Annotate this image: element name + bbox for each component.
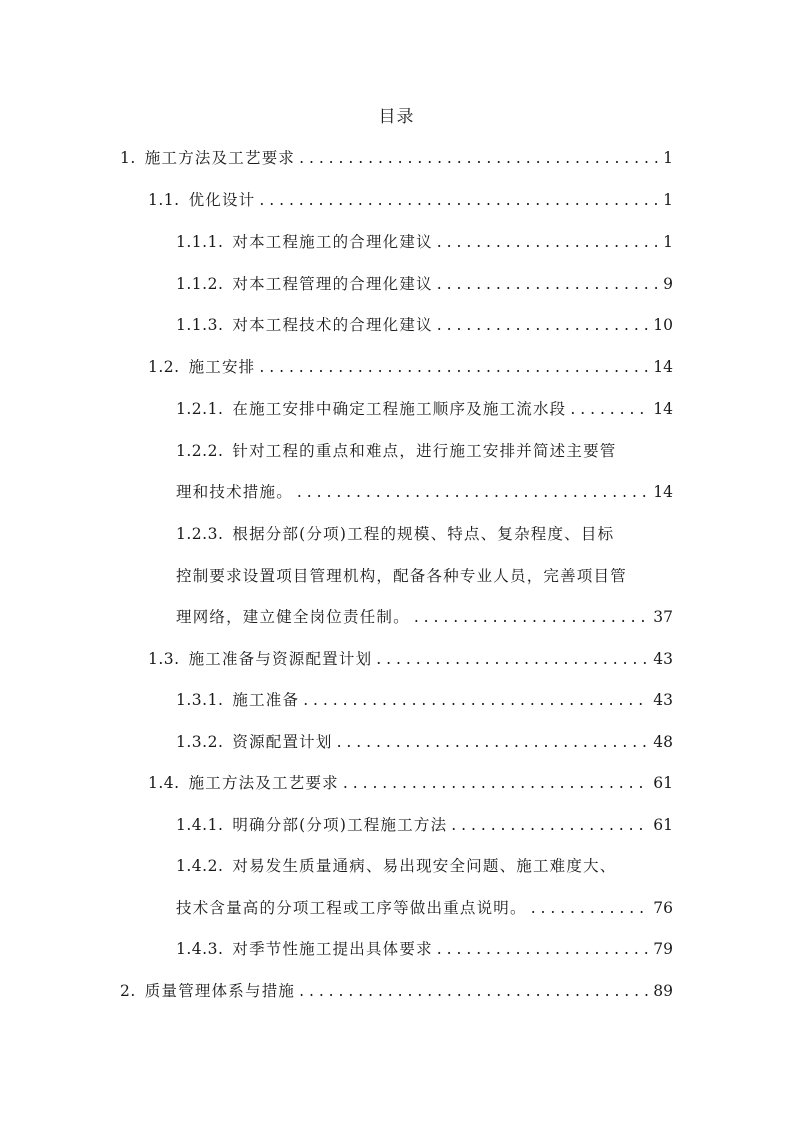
toc-text-continuation: 技术含量高的分项工程或工序等做出重点说明。 bbox=[176, 899, 527, 917]
toc-text: 对季节性施工提出具体要求 bbox=[232, 940, 433, 958]
toc-number: 1.3.1. bbox=[176, 691, 224, 709]
toc-text: 对易发生质量通病、易出现安全问题、施工难度大、 bbox=[232, 857, 617, 875]
toc-text-continuation: 理网络，建立健全岗位责任制。 bbox=[176, 608, 410, 626]
toc-entry-1-2-2-continuation[interactable] bbox=[176, 480, 673, 504]
toc-page-number: 43 bbox=[653, 691, 673, 709]
toc-page-number: 37 bbox=[653, 608, 673, 626]
toc-number: 1.2.1. bbox=[176, 400, 224, 418]
toc-page-number: 89 bbox=[653, 982, 673, 1000]
dot-leader bbox=[570, 397, 649, 421]
toc-page-number: 43 bbox=[653, 650, 673, 668]
toc-entry-1-2-2[interactable] bbox=[176, 439, 673, 463]
toc-number: 1.1. bbox=[148, 191, 180, 209]
toc-page-number: 10 bbox=[653, 316, 673, 334]
toc-entry-1-4-3[interactable] bbox=[176, 937, 673, 961]
dot-leader bbox=[259, 188, 659, 212]
toc-text: 施工方法及工艺要求 bbox=[188, 774, 339, 792]
toc-number: 1.2.2. bbox=[176, 442, 224, 460]
toc-number: 1.4. bbox=[148, 774, 180, 792]
toc-number: 1.3. bbox=[148, 650, 180, 668]
dot-leader bbox=[451, 813, 649, 837]
toc-text: 明确分部(分项)工程施工方法 bbox=[232, 816, 448, 834]
dot-leader bbox=[343, 771, 649, 795]
toc-entry-1-1-2[interactable] bbox=[176, 272, 673, 296]
dot-leader bbox=[299, 979, 649, 1003]
toc-entry-1-2-3[interactable] bbox=[176, 522, 673, 546]
toc-text: 根据分部(分项)工程的规模、特点、复杂程度、目标 bbox=[232, 525, 615, 543]
toc-text: 施工准备 bbox=[232, 691, 300, 709]
toc-number: 2. bbox=[120, 982, 136, 1000]
toc-text: 资源配置计划 bbox=[232, 733, 333, 751]
dot-leader bbox=[437, 937, 649, 961]
dot-leader bbox=[437, 272, 659, 296]
toc-entry-1-2[interactable] bbox=[148, 355, 673, 379]
toc-entry-1-2-1[interactable] bbox=[176, 397, 673, 421]
toc-page-number: 76 bbox=[653, 899, 673, 917]
dot-leader bbox=[303, 688, 649, 712]
toc-entry-1-3-1[interactable] bbox=[176, 688, 673, 712]
dot-leader bbox=[414, 605, 649, 629]
toc-text: 在施工安排中确定工程施工顺序及施工流水段 bbox=[232, 400, 567, 418]
toc-number: 1.4.2. bbox=[176, 857, 224, 875]
toc-text: 施工安排 bbox=[188, 358, 256, 376]
toc-text-continuation: 控制要求设置项目管理机构，配备各种专业人员，完善项目管 bbox=[176, 567, 627, 585]
dot-leader bbox=[297, 480, 649, 504]
dot-leader bbox=[376, 647, 649, 671]
toc-page-number: 14 bbox=[653, 358, 673, 376]
toc-page-number: 14 bbox=[653, 400, 673, 418]
toc-page-number: 1 bbox=[663, 149, 673, 167]
toc-text: 质量管理体系与措施 bbox=[144, 982, 296, 1000]
toc-entry-1-4[interactable] bbox=[148, 771, 673, 795]
toc-text: 对本工程施工的合理化建议 bbox=[232, 233, 433, 251]
toc-entry-1[interactable] bbox=[120, 146, 673, 170]
toc-entry-1-1-3[interactable] bbox=[176, 313, 673, 337]
toc-entry-1-3[interactable] bbox=[148, 647, 673, 671]
toc-entry-2[interactable] bbox=[120, 979, 673, 1003]
toc-text: 针对工程的重点和难点，进行施工安排并简述主要管 bbox=[232, 442, 617, 460]
toc-entry-1-4-2[interactable] bbox=[176, 854, 673, 878]
toc-text: 对本工程技术的合理化建议 bbox=[232, 316, 433, 334]
toc-entry-1-3-2[interactable] bbox=[176, 730, 673, 754]
toc-page-number: 48 bbox=[653, 733, 673, 751]
toc-entry-1-2-3-continuation[interactable] bbox=[176, 564, 673, 588]
toc-text-continuation: 理和技术措施。 bbox=[176, 483, 293, 501]
toc-entry-1-1-1[interactable] bbox=[176, 230, 673, 254]
dot-leader bbox=[531, 896, 650, 920]
toc-page-number: 1 bbox=[663, 233, 673, 251]
toc-text: 优化设计 bbox=[188, 191, 256, 209]
toc-number: 1.2. bbox=[148, 358, 180, 376]
toc-text: 施工方法及工艺要求 bbox=[144, 149, 296, 167]
toc-number: 1.1.2. bbox=[176, 275, 224, 293]
toc-page-number: 9 bbox=[663, 275, 673, 293]
toc-page-number: 61 bbox=[653, 774, 673, 792]
toc-number: 1.2.3. bbox=[176, 525, 224, 543]
toc-number: 1.3.2. bbox=[176, 733, 224, 751]
dot-leader bbox=[337, 730, 650, 754]
dot-leader bbox=[299, 146, 659, 170]
toc-title: 目录 bbox=[378, 107, 415, 127]
toc-page-number: 79 bbox=[653, 940, 673, 958]
toc-number: 1. bbox=[120, 149, 136, 167]
toc-entry-1-1[interactable] bbox=[148, 188, 673, 212]
dot-leader bbox=[437, 313, 649, 337]
toc-page-number: 14 bbox=[653, 483, 673, 501]
dot-leader bbox=[437, 230, 659, 254]
toc-page-number: 1 bbox=[663, 191, 673, 209]
dot-leader bbox=[259, 355, 649, 379]
toc-page-number: 61 bbox=[653, 816, 673, 834]
toc-number: 1.4.3. bbox=[176, 940, 224, 958]
toc-text: 对本工程管理的合理化建议 bbox=[232, 275, 433, 293]
toc-entry-1-4-2-continuation[interactable] bbox=[176, 896, 673, 920]
toc-number: 1.1.3. bbox=[176, 316, 224, 334]
toc-entry-1-4-1[interactable] bbox=[176, 813, 673, 837]
toc-entry-1-2-3-continuation[interactable] bbox=[176, 605, 673, 629]
toc-text: 施工准备与资源配置计划 bbox=[188, 650, 373, 668]
toc-number: 1.4.1. bbox=[176, 816, 224, 834]
toc-number: 1.1.1. bbox=[176, 233, 224, 251]
